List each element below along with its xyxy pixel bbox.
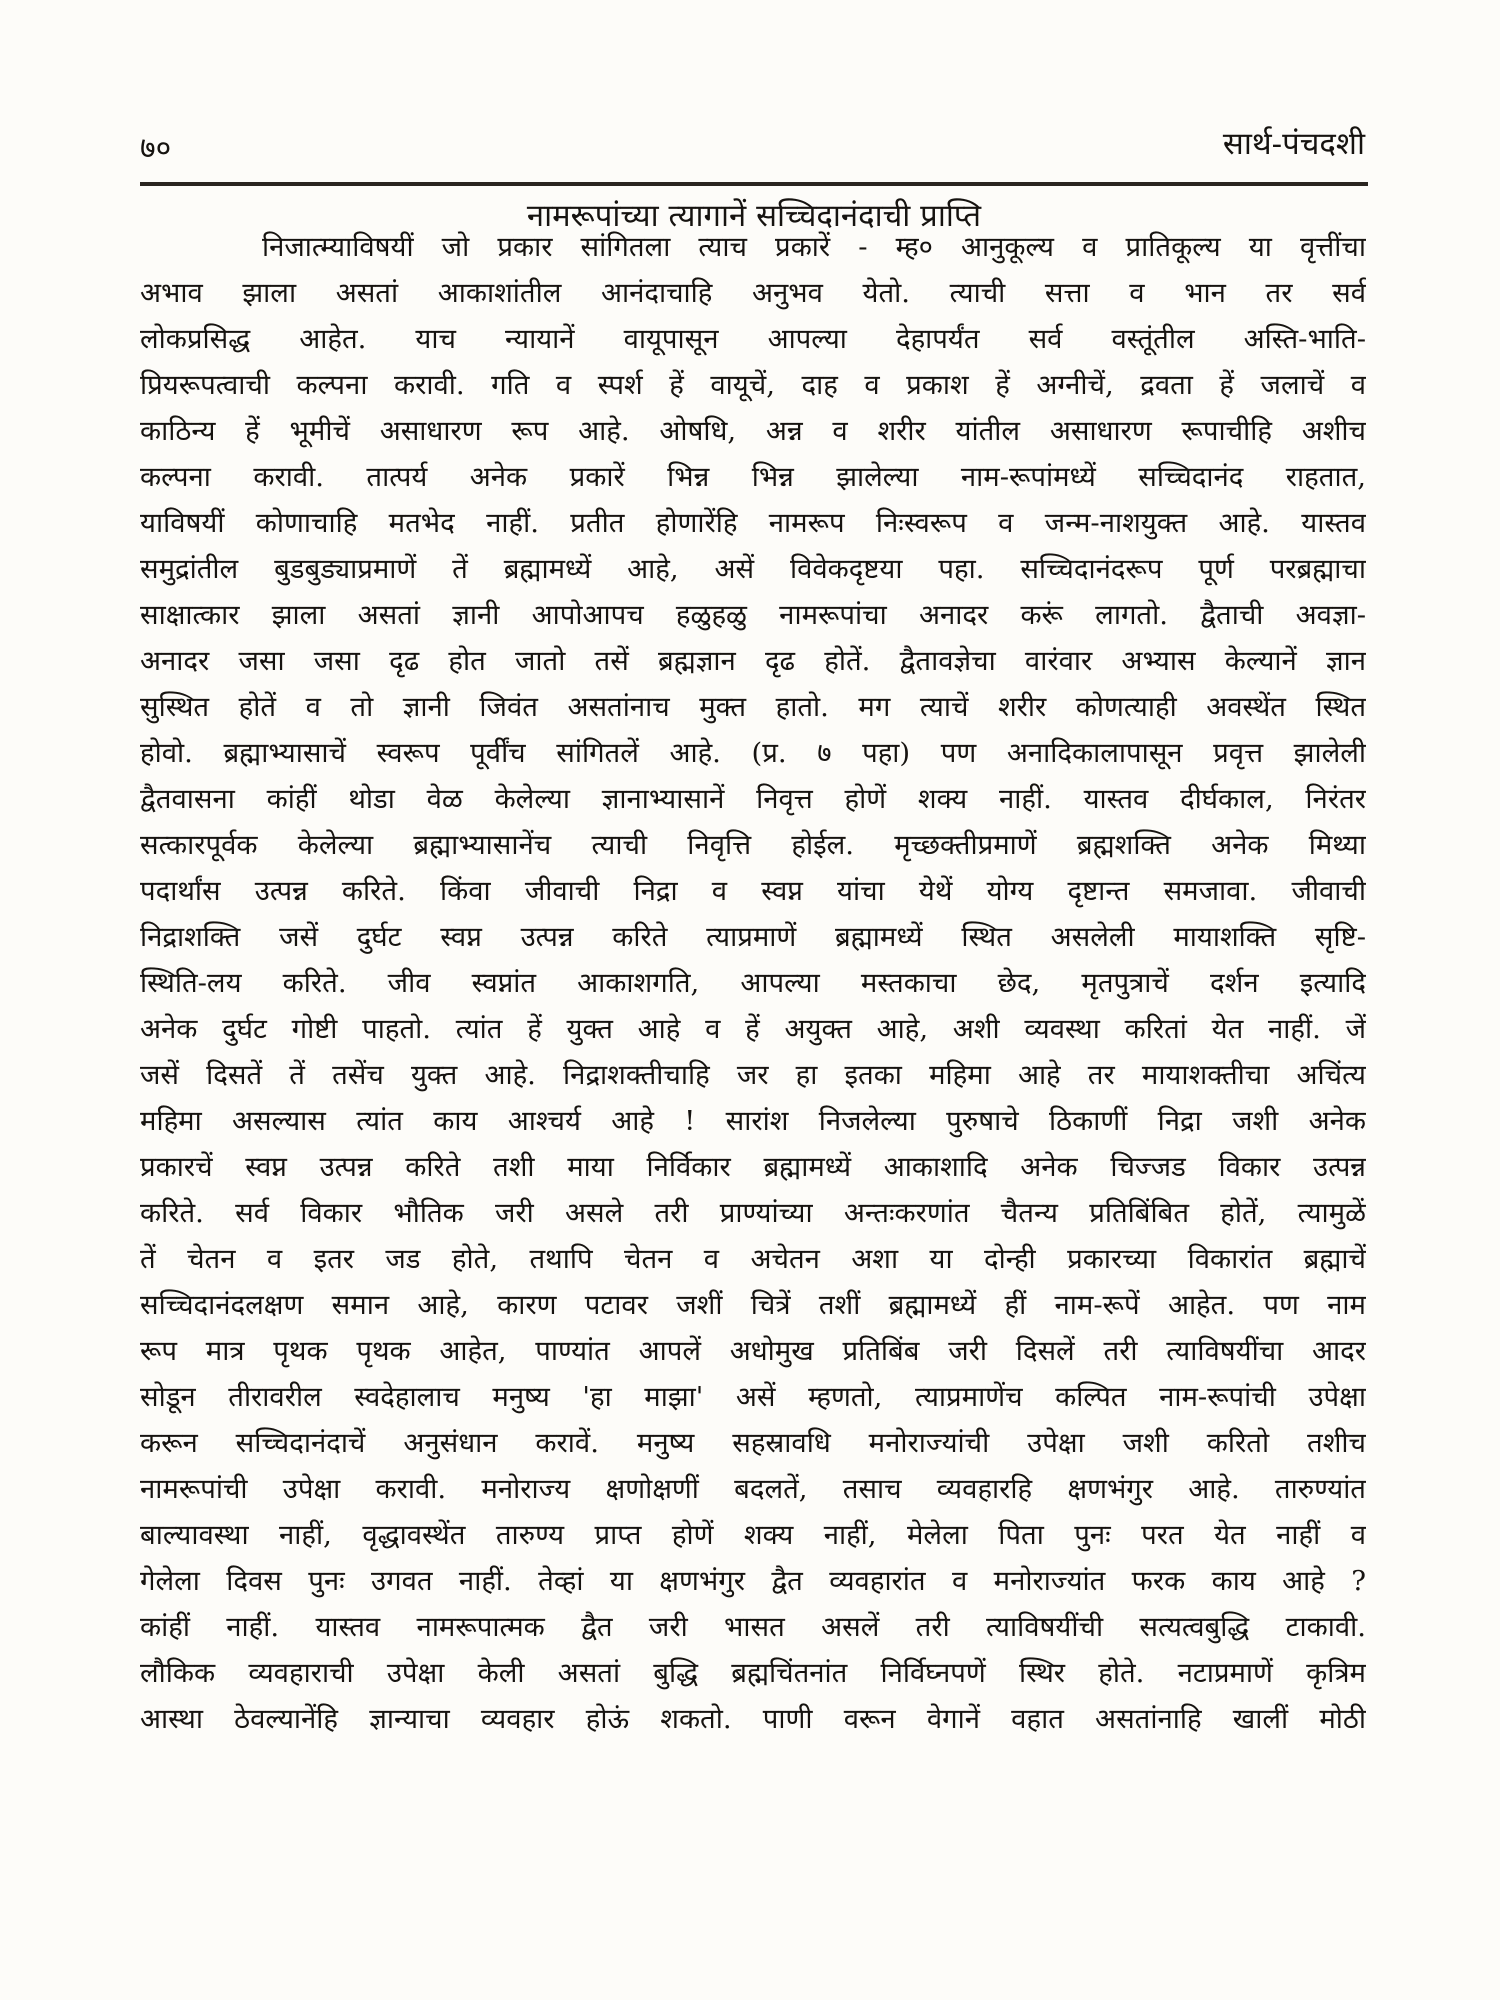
- text-line: सुस्थित होतें व तो ज्ञानी जिवंत असतांनाच मुक्त हातो. मग त्याचें शरीर कोणत्याही अवस्थेंत स्थित: [140, 691, 1366, 723]
- text-line: नामरूपांची उपेक्षा करावी. मनोराज्य क्षणोक्षणीं बदलतें, तसाच व्यवहारहि क्षणभंगुर आहे. तारुण्यांत: [140, 1473, 1366, 1505]
- text-line: साक्षात्कार झाला असतां ज्ञानी आपोआपच हळुहळु नामरूपांचा अनादर करूं लागतो. द्वैताची अवज्ञा-: [140, 599, 1366, 631]
- text-line: पदार्थांस उत्पन्न करिते. किंवा जीवाची निद्रा व स्वप्न यांचा येथें योग्य दृष्टान्त समजावा. जीवाची: [140, 875, 1366, 907]
- text-line: अनादर जसा जसा दृढ होत जातो तसें ब्रह्मज्ञान दृढ होतें. द्वैतावज्ञेचा वारंवार अभ्यास केल्यानें ज्ञान: [140, 645, 1366, 677]
- text-line: सोडून तीरावरील स्वदेहालाच मनुष्य 'हा माझा' असें म्हणतो, त्याप्रमाणेंच कल्पित नाम-रूपांची उपेक्षा: [140, 1381, 1366, 1413]
- text-line: अभाव झाला असतां आकाशांतील आनंदाचाहि अनुभव येतो. त्याची सत्ता व भान तर सर्व: [140, 277, 1366, 309]
- text-line: करिते. सर्व विकार भौतिक जरी असले तरी प्राण्यांच्या अन्तःकरणांत चैतन्य प्रतिबिंबित होतें, त्यामुळें: [140, 1197, 1366, 1229]
- text-line: लोकप्रसिद्ध आहेत. याच न्यायानें वायूपासून आपल्या देहापर्यंत सर्व वस्तूंतील अस्ति-भाति-: [140, 323, 1366, 355]
- text-line: याविषयीं कोणाचाहि मतभेद नाहीं. प्रतीत होणारेंहि नामरूप निःस्वरूप व जन्म-नाशयुक्त आहे. यास्तव: [140, 507, 1366, 539]
- text-line: काठिन्य हें भूमीचें असाधारण रूप आहे. ओषधि, अन्न व शरीर यांतील असाधारण रूपाचीहि अशीच: [140, 415, 1366, 447]
- text-line: स्थिति-लय करिते. जीव स्वप्नांत आकाशगति, आपल्या मस्तकाचा छेद, मृतपुत्राचें दर्शन इत्यादि: [140, 967, 1366, 999]
- text-line: सच्चिदानंदलक्षण समान आहे, कारण पटावर जशीं चित्रें तशीं ब्रह्मामध्यें हीं नाम-रूपें आहेत. पण नाम: [140, 1289, 1366, 1321]
- text-line: प्रकारचें स्वप्न उत्पन्न करिते तशी माया निर्विकार ब्रह्मामध्यें आकाशादि अनेक चिज्जड विकार उत्पन्न: [140, 1151, 1366, 1183]
- text-line: महिमा असल्यास त्यांत काय आश्चर्य आहे ! सारांश निजलेल्या पुरुषाचे ठिकाणीं निद्रा जशी अनेक: [140, 1105, 1366, 1137]
- text-line: रूप मात्र पृथक पृथक आहेत, पाण्यांत आपलें अधोमुख प्रतिबिंब जरी दिसलें तरी त्याविषयींचा आदर: [140, 1335, 1366, 1367]
- text-line: समुद्रांतील बुडबुड्याप्रमाणें तें ब्रह्मामध्यें आहे, असें विवेकदृष्टया पहा. सच्चिदानंदरूप पूर्ण परब्रह्माचा: [140, 553, 1366, 585]
- text-line: प्रियरूपत्वाची कल्पना करावी. गति व स्पर्श हें वायूचें, दाह व प्रकाश हें अग्नीचें, द्रवता हें जलाचें व: [140, 369, 1366, 401]
- section-heading: नामरूपांच्या त्यागानें सच्चिदानंदाची प्राप्ति: [526, 198, 982, 234]
- text-line: गेलेला दिवस पुनः उगवत नाहीं. तेव्हां या क्षणभंगुर द्वैत व्यवहारांत व मनोराज्यांत फरक काय आहे ?: [140, 1565, 1366, 1597]
- text-line: निद्राशक्ति जसें दुर्घट स्वप्न उत्पन्न करिते त्याप्रमाणें ब्रह्मामध्यें स्थित असलेली मायाशक्ति सृष्टि-: [140, 921, 1366, 953]
- text-line: अनेक दुर्घट गोष्टी पाहतो. त्यांत हें युक्त आहे व हें अयुक्त आहे, अशी व्यवस्था करितां येत नाहीं. जें: [140, 1013, 1366, 1045]
- text-line: निजात्म्याविषयीं जो प्रकार सांगितला त्याच प्रकारें - म्ह० आनुकूल्य व प्रातिकूल्य या वृत्तींचा: [262, 231, 1366, 263]
- text-line: सत्कारपूर्वक केलेल्या ब्रह्माभ्यासानेंच त्याची निवृत्ति होईल. मृच्छक्तीप्रमाणें ब्रह्मशक्ति अनेक मिथ्या: [140, 829, 1366, 861]
- text-line: होवो. ब्रह्माभ्यासाचें स्वरूप पूर्वींच सांगितलें आहे. (प्र. ७ पहा) पण अनादिकालापासून प्रवृत्त झालेली: [140, 737, 1366, 769]
- text-line: जसें दिसतें तें तसेंच युक्त आहे. निद्राशक्तीचाहि जर हा इतका महिमा आहे तर मायाशक्तीचा अचिंत्य: [140, 1059, 1366, 1091]
- text-line: द्वैतवासना कांहीं थोडा वेळ केलेल्या ज्ञानाभ्यासानें निवृत्त होणें शक्य नाहीं. यास्तव दीर्घकाल, निरंतर: [140, 783, 1366, 815]
- text-line: बाल्यावस्था नाहीं, वृद्धावस्थेंत तारुण्य प्राप्त होणें शक्य नाहीं, मेलेला पिता पुनः परत येत नाहीं व: [140, 1519, 1366, 1551]
- text-line: आस्था ठेवल्यानेंहि ज्ञान्याचा व्यवहार होऊं शकतो. पाणी वरून वेगानें वहात असतांनाहि खालीं मोठी: [140, 1703, 1366, 1735]
- text-line: लौकिक व्यवहाराची उपेक्षा केली असतां बुद्धि ब्रह्मचिंतनांत निर्विघ्नपणें स्थिर होते. नटाप्रमाणें कृत्रिम: [140, 1657, 1366, 1689]
- text-line: कांहीं नाहीं. यास्तव नामरूपात्मक द्वैत जरी भासत असलें तरी त्याविषयींची सत्यत्वबुद्धि टाकावी.: [140, 1611, 1366, 1643]
- text-line: कल्पना करावी. तात्पर्य अनेक प्रकारें भिन्न भिन्न झालेल्या नाम-रूपांमध्यें सच्चिदानंद राहतात,: [140, 461, 1366, 493]
- text-line: करून सच्चिदानंदाचें अनुसंधान करावें. मनुष्य सहस्रावधि मनोराज्यांची उपेक्षा जशी करितो तशीच: [140, 1427, 1366, 1459]
- page-number: ७०: [140, 131, 172, 166]
- running-title: सार्थ-पंचदशी: [1222, 126, 1365, 162]
- text-line: तें चेतन व इतर जड होते, तथापि चेतन व अचेतन अशा या दोन्ही प्रकारच्या विकारांत ब्रह्माचें: [140, 1243, 1366, 1275]
